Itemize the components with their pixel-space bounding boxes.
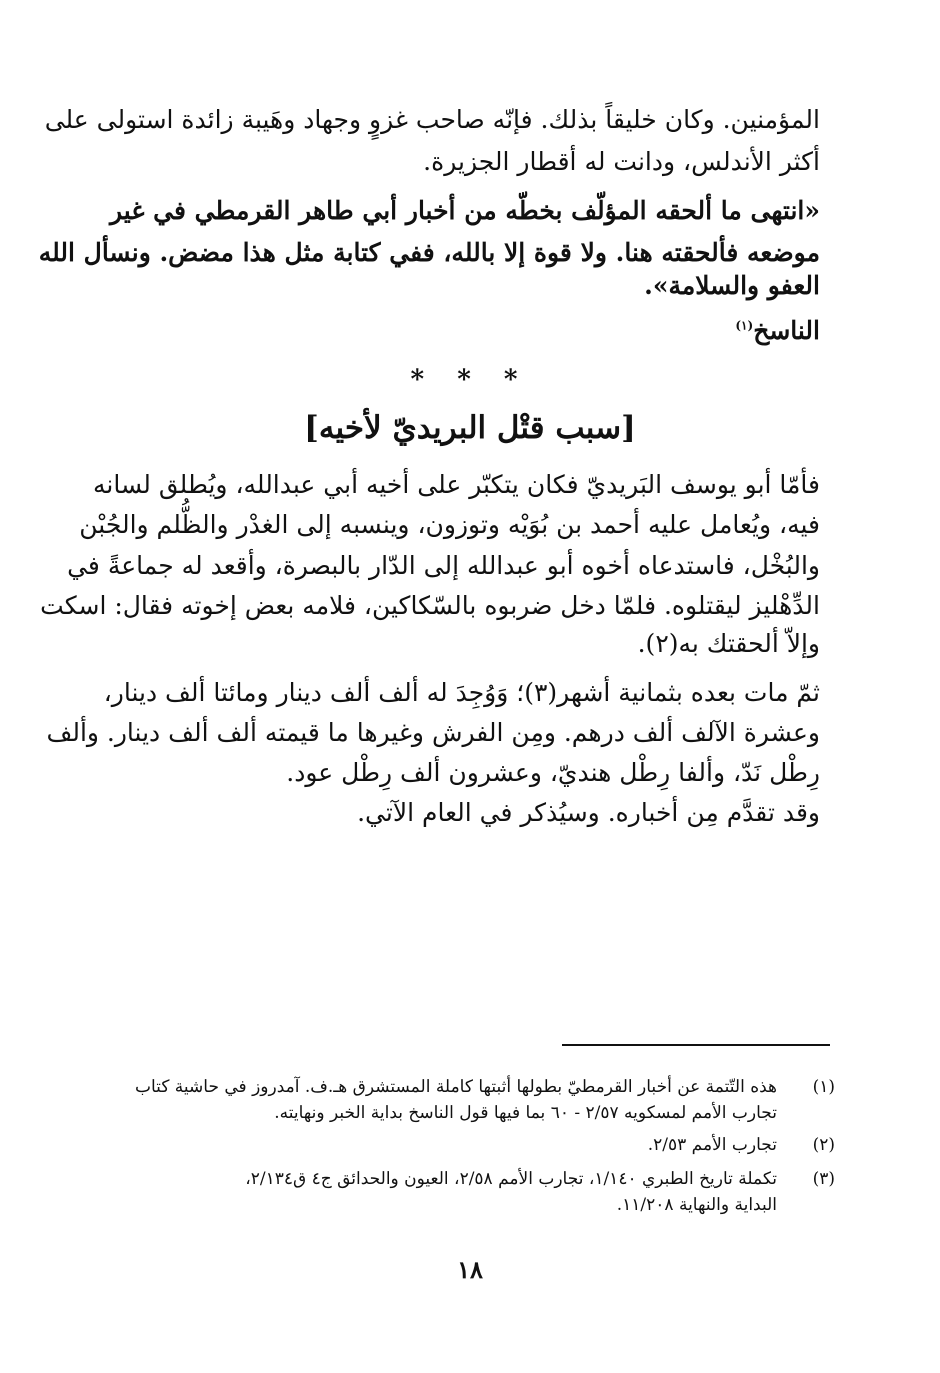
page-number: ١٨ [457, 1255, 483, 1284]
section-heading: [سبب قتْل البريديّ لأخيه] [304, 410, 636, 446]
body-line: وقد تقدَّم مِن أخباره. وسيُذكر في العام الآتي. [357, 798, 820, 827]
footnote-number: (١) [812, 1077, 835, 1097]
footnote-marker: (١) [735, 318, 754, 333]
quote-line: العفو والسلامة». [644, 271, 820, 300]
body-line: المؤمنين. وكان خليقاً بذلك. فإنّه صاحب غزوٍ وجهاد وهَيبة زائدة استولى على [44, 105, 820, 134]
footnote-3 [110, 1166, 835, 1220]
body-line: وعشرة الآلف ألف درهم. ومِن الفرش وغيرها ما قيمته ألف ألف دينار. وألف [46, 718, 820, 747]
body-line: الدِّهْليز ليقتلوه. فلمّا دخل ضربوه بالسّكاكين، فلامه بعض إخوته فقال: اسكت [40, 591, 820, 620]
body-line: وإلاّ ألحقتك به(٢). [637, 629, 820, 658]
footnote-line: تكملة تاريخ الطبري ١/١٤٠، تجارب الأمم ٢/٥٨، العيون والحدائق ج٤ ق٢/١٣٤، [245, 1169, 777, 1189]
quote-line: موضعه فألحقته هنا. ولا قوة إلا بالله، ففي كتابة مثل هذا مضض. ونسأل الله [38, 238, 820, 267]
signature-text: الناسخ [753, 316, 820, 345]
footnote-line: البداية والنهاية ١١/٢٠٨. [616, 1195, 777, 1215]
quote-line: «انتهى ما ألحقه المؤلّف بخطّه من أخبار أبي طاهر القرمطي في غير [110, 196, 820, 225]
footnote-2 [110, 1132, 835, 1160]
copyist-signature [735, 316, 820, 345]
footnote-line: هذه التّتمة عن أخبار القرمطيّ بطولها أثبتها كاملة المستشرق هـ.ف. آمدروز في حاشية كتاب [135, 1077, 777, 1097]
footnote-divider [562, 1044, 830, 1046]
body-line: فأمّا أبو يوسف البَريديّ فكان يتكبّر على أخيه أبي عبدالله، ويُطلق لسانه [92, 470, 820, 499]
body-line: أكثر الأندلس، ودانت له أقطار الجزيرة. [423, 147, 820, 176]
body-line: رِطْل نَدّ، وألفا رِطْل هنديّ، وعشرون ألف رِطْل عود. [286, 758, 820, 787]
footnote-1 [110, 1074, 835, 1128]
footnote-line: تجارب الأمم لمسكويه ٢/٥٧ - ٦٠ بما فيها قول الناسخ بداية الخبر ونهايته. [274, 1103, 777, 1123]
section-separator: * * * [410, 365, 530, 395]
body-line: والبُخْل، فاستدعاه أخوه أبو عبدالله إلى الدّار بالبصرة، وأقعد له جماعةً في [67, 551, 820, 580]
body-line: ثمّ مات بعده بثمانية أشهر(٣)؛ وَوُجِدَ له ألف ألف دينار ومائتا ألف دينار، [103, 678, 820, 707]
footnote-line: تجارب الأمم ٢/٥٣. [647, 1135, 777, 1155]
body-line: فيه، ويُعامل عليه أحمد بن بُوَيْه وتوزون، وينسبه إلى الغدْر والظُّلم والجُبْن [79, 510, 820, 539]
footnote-number: (٣) [812, 1169, 835, 1189]
footnote-number: (٢) [812, 1135, 835, 1155]
